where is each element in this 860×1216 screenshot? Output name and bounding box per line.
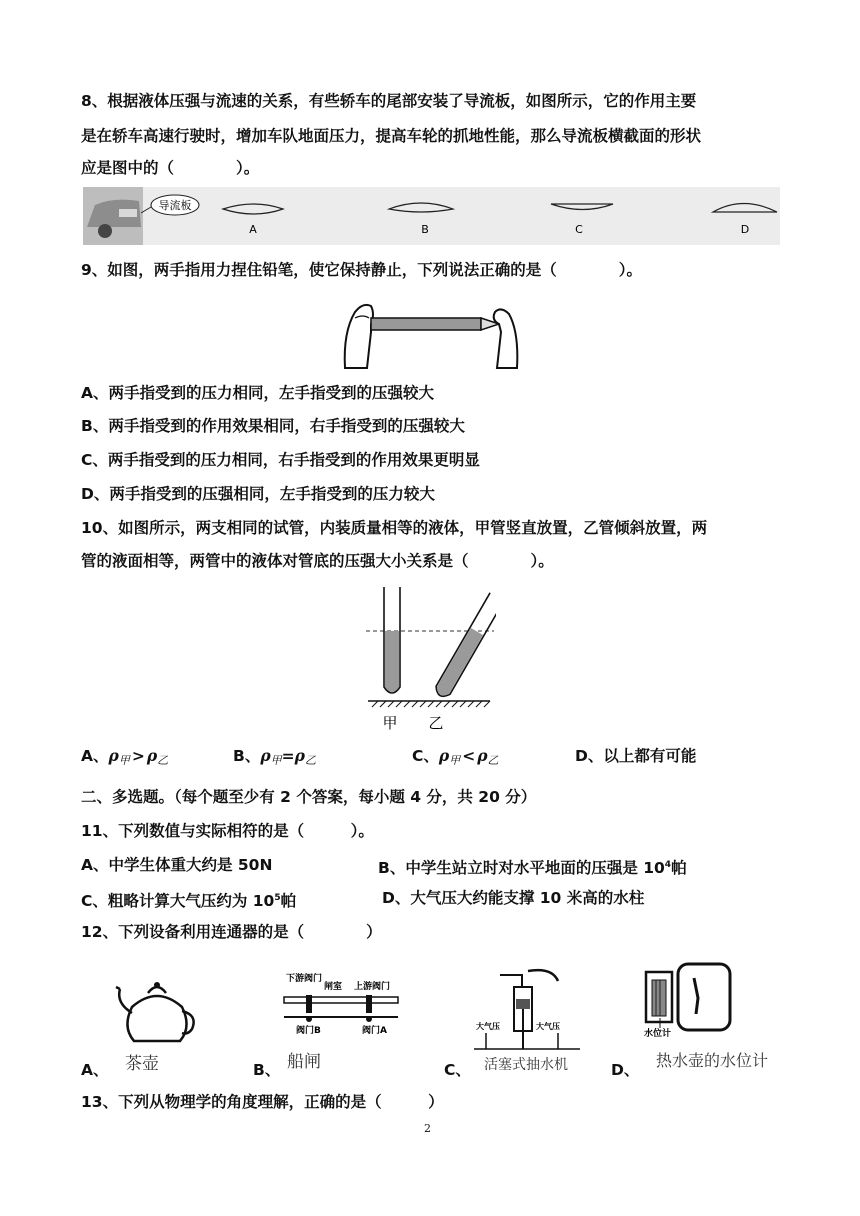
q12-kettle-figure <box>638 958 784 1076</box>
q9-stem: 9、如图，两手指用力捏住铅笔，使它保持静止，下列说法正确的是（ ）。 <box>81 261 643 279</box>
label-yi: 乙 <box>428 714 444 732</box>
q11-option-b: B、中学生站立时对水平地面的压强是 $10^4$帕 <box>378 859 687 878</box>
q8-stem-line-3: 应是图中的（ ）。 <box>81 159 260 177</box>
svg-text:水位计: 水位计 <box>644 1029 672 1039</box>
ship-lock-caption: 船闸 <box>287 1052 321 1072</box>
q10-option-b: B、$\rho_甲=\rho_乙$ <box>233 746 316 767</box>
q12-option-b-prefix: B、 <box>253 1061 281 1079</box>
svg-text:大气压: 大气压 <box>476 1022 500 1031</box>
svg-text:大气压: 大气压 <box>536 1022 560 1031</box>
teapot-spout <box>116 987 132 1013</box>
q10-test-tube-figure <box>366 583 496 733</box>
svg-text:阀门A: 阀门A <box>362 1026 387 1036</box>
label-jia: 甲 <box>382 714 398 732</box>
label-b: B <box>421 223 429 236</box>
pencil <box>371 318 481 330</box>
q11-stem: 11、下列数值与实际相符的是（ ）。 <box>81 822 374 840</box>
q9-option-a: A、两手指受到的压力相同，左手指受到的压强较大 <box>81 384 434 402</box>
kettle-body <box>678 964 730 1030</box>
svg-text:上游阀门: 上游阀门 <box>354 982 391 992</box>
teapot-body <box>127 996 186 1041</box>
pump-caption: 活塞式抽水机 <box>484 1057 568 1073</box>
q11-option-a: A、中学生体重大约是 50N <box>81 856 273 874</box>
q8-stem-line-2: 是在轿车高速行驶时，增加车队地面压力，提高车轮的抓地性能，那么导流板横截面的形状 <box>81 127 702 145</box>
q11-option-d: D、大气压大约能支撑 10 米高的水柱 <box>382 889 645 907</box>
q12-stem: 12、下列设备利用连通器的是（ ） <box>81 923 382 941</box>
q9-option-c: C、两手指受到的压力相同，右手指受到的作用效果更明显 <box>81 451 480 469</box>
q12-pump-figure <box>472 965 582 1077</box>
water-gauge <box>652 980 666 1016</box>
liquid-yi <box>434 628 483 698</box>
q10-stem-line-2: 管的液面相等，两管中的液体对管底的压强大小关系是（ ）。 <box>81 552 554 570</box>
q12-option-c-prefix: C、 <box>444 1061 471 1079</box>
q8-spoiler-figure <box>83 187 780 245</box>
teapot-caption: 茶壶 <box>125 1054 159 1074</box>
page-number: 2 <box>424 1122 431 1135</box>
label-a: A <box>249 223 257 236</box>
liquid-jia <box>385 631 399 692</box>
q10-option-c: C、$\rho_甲 < \rho_乙$ <box>412 746 499 767</box>
svg-text:闸室: 闸室 <box>324 982 343 992</box>
q12-option-a-prefix: A、 <box>81 1061 109 1079</box>
left-finger <box>345 305 373 368</box>
right-finger <box>494 309 518 368</box>
q12-ship-lock-figure <box>282 967 402 1075</box>
svg-text:下游阀门: 下游阀门 <box>286 974 323 984</box>
q10-stem-line-1: 10、如图所示，两支相同的试管，内装质量相等的液体，甲管竖直放置，乙管倾斜放置，两 <box>81 519 708 537</box>
q12-option-d-prefix: D、 <box>611 1061 640 1079</box>
label-c: C <box>575 223 583 236</box>
q12-teapot-figure <box>112 967 202 1075</box>
q11-option-c: C、粗略计算大气压约为 $10^5$帕 <box>81 892 297 911</box>
svg-text:阀门B: 阀门B <box>296 1026 321 1036</box>
label-d: D <box>740 223 750 236</box>
q9-pencil-figure <box>341 292 521 370</box>
kettle-caption: 热水壶的水位计 <box>655 1051 769 1070</box>
section-2-title: 二、多选题。（每个题至少有 2 个答案，每小题 4 分，共 20 分） <box>81 788 537 806</box>
q9-option-d: D、两手指受到的压强相同，左手指受到的压力较大 <box>81 485 435 503</box>
spoiler-callout: 导流板 <box>158 199 192 212</box>
q10-option-a: A、$\rho_甲 > \rho_乙$ <box>81 746 169 767</box>
pump-handle <box>528 970 558 981</box>
q9-option-b: B、两手指受到的作用效果相同，右手指受到的压强较大 <box>81 417 465 435</box>
q13-stem: 13、下列从物理学的角度理解，正确的是（ ） <box>81 1093 444 1111</box>
q8-stem-line-1: 8、根据液体压强与流速的关系，有些轿车的尾部安装了导流板，如图所示，它的作用主要 <box>81 92 697 110</box>
q10-option-d: D、以上都有可能 <box>575 747 697 765</box>
